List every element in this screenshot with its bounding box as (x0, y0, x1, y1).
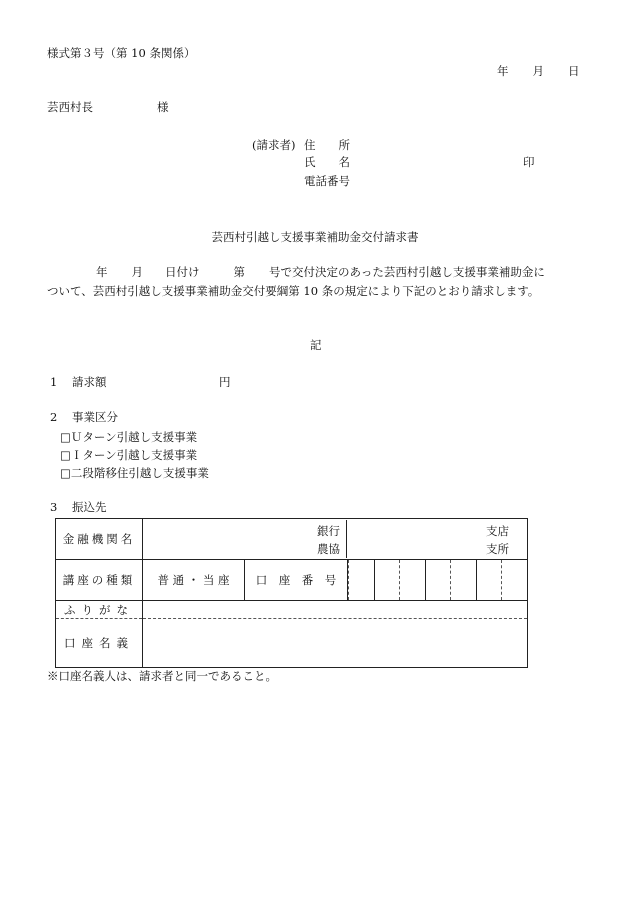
document-title: 芸西村引越し支援事業補助金交付請求書 (211, 230, 419, 244)
body-line-1 (96, 265, 545, 279)
bank-cell (143, 519, 528, 560)
body-decision-text: 号で交付決定のあった芸西村引越し支援事業補助金に (269, 265, 545, 279)
digit-box[interactable] (425, 560, 451, 600)
date-month: 月 (532, 64, 544, 78)
furigana-field[interactable] (143, 601, 528, 619)
furigana-label: ふりがな (56, 601, 143, 619)
date-year: 年 (497, 64, 509, 78)
section2-label: 事業区分 (72, 410, 118, 424)
category-two-stage[interactable]: □二段階移住引越し支援事業 (60, 466, 209, 480)
digit-box[interactable] (399, 560, 425, 600)
digit-box[interactable] (501, 560, 527, 600)
body-number-prefix: 第 (233, 265, 245, 279)
account-number-digits[interactable] (348, 560, 527, 600)
body-year: 年 (96, 265, 108, 279)
branch-name-field[interactable] (347, 520, 527, 558)
bank-label: 金融機関名 (56, 519, 143, 560)
section1-unit: 円 (219, 375, 231, 389)
branch-type-branch: 支店 (486, 524, 509, 538)
form-number: 様式第３号（第 10 条関係） (47, 46, 196, 60)
category-u-turn[interactable]: □Ｕターン引越し支援事業 (60, 430, 198, 444)
digit-box[interactable] (450, 560, 476, 600)
section1-label: 請求額 (72, 375, 107, 389)
body-month: 月 (131, 265, 143, 279)
digit-box[interactable] (374, 560, 400, 600)
bank-type-coop: 農協 (317, 542, 340, 556)
bank-name-field[interactable] (143, 520, 347, 558)
account-row-cell (143, 560, 528, 601)
category-i-turn[interactable]: □Ｉターン引越し支援事業 (60, 448, 198, 462)
digit-box[interactable] (476, 560, 502, 600)
requester-label: (請求者) (252, 138, 296, 152)
account-holder-field[interactable] (143, 619, 528, 668)
phone-label: 電話番号 (304, 174, 350, 188)
date-line (497, 64, 580, 78)
ki-heading: 記 (310, 338, 322, 352)
address-label: 住 所 (304, 138, 350, 152)
account-holder-label: 口座名義 (56, 619, 143, 668)
name-label: 氏 名 (304, 155, 350, 169)
digit-box[interactable] (348, 560, 374, 600)
account-type-label: 講座の種類 (56, 560, 143, 601)
section3-number: 3 (50, 500, 58, 514)
date-day: 日 (568, 64, 580, 78)
addressee-name: 芸西村長 (47, 100, 93, 114)
section1-number: 1 (50, 375, 58, 389)
body-date-suffix: 日付け (165, 265, 200, 279)
branch-type-office: 支所 (486, 542, 509, 556)
section3-label: 振込先 (72, 500, 107, 514)
account-type-options[interactable]: 普 通 ・ 当 座 (143, 560, 245, 600)
bank-type-bank: 銀行 (317, 524, 340, 538)
seal-mark: 印 (523, 155, 535, 169)
transfer-table (55, 518, 528, 668)
holder-note: ※口座名義人は、請求者と同一であること。 (47, 669, 277, 683)
section2-number: 2 (50, 410, 58, 424)
addressee-honorific: 様 (157, 100, 169, 114)
business-category-list (60, 428, 209, 482)
body-line-2: ついて、芸西村引越し支援事業補助金交付要綱第 10 条の規定により下記のとおり請求します。 (47, 284, 540, 298)
account-number-label: 口 座 番 号 (245, 560, 348, 600)
